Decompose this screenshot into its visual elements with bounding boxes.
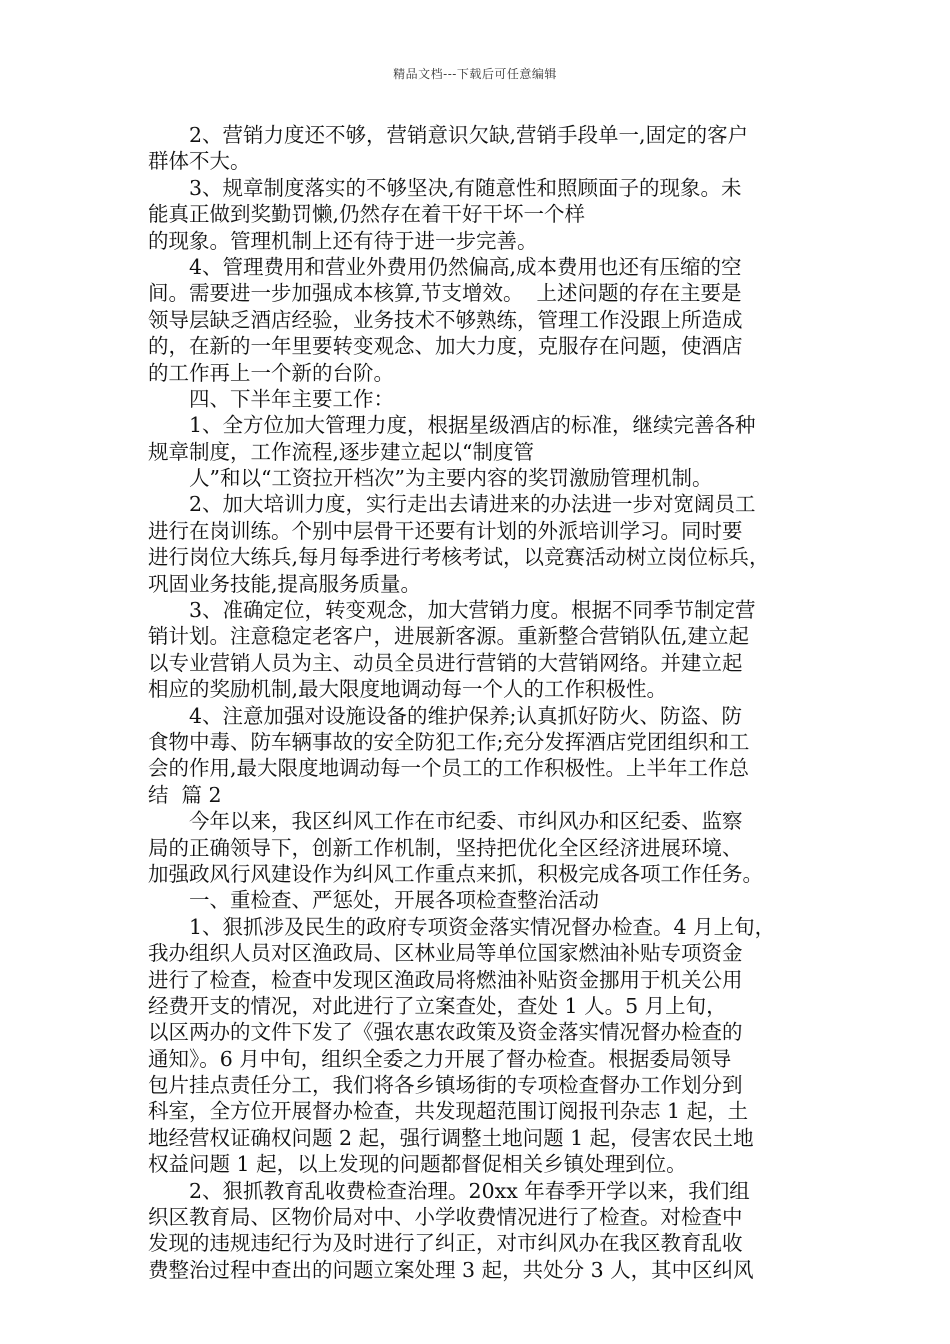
text-line: 2、营销力度还不够，营销意识欠缺,营销手段单一,固定的客户 xyxy=(189,123,749,147)
text-line: 4、注意加强对设施设备的维护保养;认真抓好防火、防盗、防 xyxy=(189,703,742,728)
page-header: 精品文档---下载后可任意编辑 xyxy=(393,67,557,81)
text-line: 费整治过程中查出的问题立案处理 3 起，共处分 3 人，其中区纠风 xyxy=(148,1257,754,1282)
text-line: 人”和以“工资拉开档次”为主要内容的奖罚激励管理机制。 xyxy=(189,466,713,491)
text-line: 加强政风行风建设作为纠风工作重点来抓，积极完成各项工作任务。 xyxy=(148,861,763,886)
text-line: 巩固业务技能,提高服务质量。 xyxy=(148,571,422,596)
text-line: 地经营权证确权问题 2 起，强行调整土地问题 1 起，侵害农民土地 xyxy=(148,1125,754,1150)
text-line: 通知》。6 月中旬，组织全委之力开展了督办检查。根据委局领导 xyxy=(148,1046,732,1071)
text-line: 织区教育局、区物价局对中、小学收费情况进行了检查。对检查中 xyxy=(148,1205,743,1230)
text-line: 结 篇 2 xyxy=(148,782,222,807)
text-line: 的工作再上一个新的台阶。 xyxy=(148,360,394,385)
text-line: 销计划。注意稳定老客户，进展新客源。重新整合营销队伍,建立起 xyxy=(148,624,750,649)
text-line: 进行在岗训练。个别中层骨干还要有计划的外派培训学习。同时要 xyxy=(148,518,743,543)
text-line: 间。需要进一步加强成本核算,节支增效。 上述问题的存在主要是 xyxy=(148,281,742,306)
text-line: 以专业营销人员为主、动员全员进行营销的大营销网络。并建立起 xyxy=(148,650,743,675)
text-line: 经费开支的情况，对此进行了立案查处，查处 1 人。5 月上旬， xyxy=(148,993,727,1018)
text-line: 能真正做到奖勤罚懒,仍然存在着干好干坏一个样 xyxy=(148,202,586,227)
text-line: 的现象。管理机制上还有待于进一步完善。 xyxy=(148,228,538,253)
text-line: 科室，全方位开展督办检查，共发现超范围订阅报刊杂志 1 起，土 xyxy=(148,1099,749,1124)
text-line: 权益问题 1 起，以上发现的问题都督促相关乡镇处理到位。 xyxy=(148,1152,687,1177)
text-line: 的，在新的一年里要转变观念、加大力度，克服存在问题，使酒店 xyxy=(148,334,743,359)
text-line: 发现的违规违纪行为及时进行了纠正，对市纠风办在我区教育乱收 xyxy=(148,1231,743,1256)
text-line: 群体不大。 xyxy=(148,149,251,174)
text-line: 一、重检查、严惩处，开展各项检查整治活动 xyxy=(189,888,599,913)
text-line: 我办组织人员对区渔政局、区林业局等单位国家燃油补贴专项资金 xyxy=(148,941,743,966)
text-line: 进行了检查，检查中发现区渔政局将燃油补贴资金挪用于机关公用 xyxy=(148,967,743,992)
text-line: 2、狠抓教育乱收费检查治理。20xx 年春季开学以来，我们组 xyxy=(189,1178,750,1203)
text-line: 1、全方位加大管理力度，根据星级酒店的标准，继续完善各种 xyxy=(189,413,756,438)
text-line: 3、规章制度落实的不够坚决,有随意性和照顾面子的现象。未 xyxy=(189,175,742,200)
text-line: 会的作用,最大限度地调动每一个员工的工作积极性。上半年工作总 xyxy=(148,756,750,781)
text-line: 3、准确定位，转变观念，加大营销力度。根据不同季节制定营 xyxy=(189,598,756,623)
text-line: 以区两办的文件下发了《强农惠农政策及资金落实情况督办检查的 xyxy=(148,1020,743,1045)
text-line: 4、管理费用和营业外费用仍然偏高,成本费用也还有压缩的空 xyxy=(189,254,742,279)
text-line: 进行岗位大练兵,每月每季进行考核考试，以竞赛活动树立岗位标兵， xyxy=(148,545,770,570)
document-body xyxy=(148,122,812,1283)
text-line: 相应的奖励机制,最大限度地调动每一个人的工作积极性。 xyxy=(148,677,668,702)
text-line: 今年以来，我区纠风工作在市纪委、市纠风办和区纪委、监察 xyxy=(189,809,743,834)
text-line: 1、狠抓涉及民生的政府专项资金落实情况督办检查。4 月上旬， xyxy=(189,914,776,939)
text-line: 局的正确领导下，创新工作机制，坚持把优化全区经济进展环境、 xyxy=(148,835,743,860)
text-line: 规章制度，工作流程,逐步建立起以“制度管 xyxy=(148,439,534,464)
text-line: 包片挂点责任分工，我们将各乡镇场街的专项检查督办工作划分到 xyxy=(148,1073,743,1098)
text-line: 四、下半年主要工作： xyxy=(189,386,394,411)
text-line: 2、加大培训力度，实行走出去请进来的办法进一步对宽阔员工 xyxy=(189,492,756,517)
text-line: 食物中毒、防车辆事故的安全防犯工作;充分发挥酒店党团组织和工 xyxy=(148,729,750,754)
text-line: 领导层缺乏酒店经验，业务技术不够熟练，管理工作没跟上所造成 xyxy=(148,307,743,332)
